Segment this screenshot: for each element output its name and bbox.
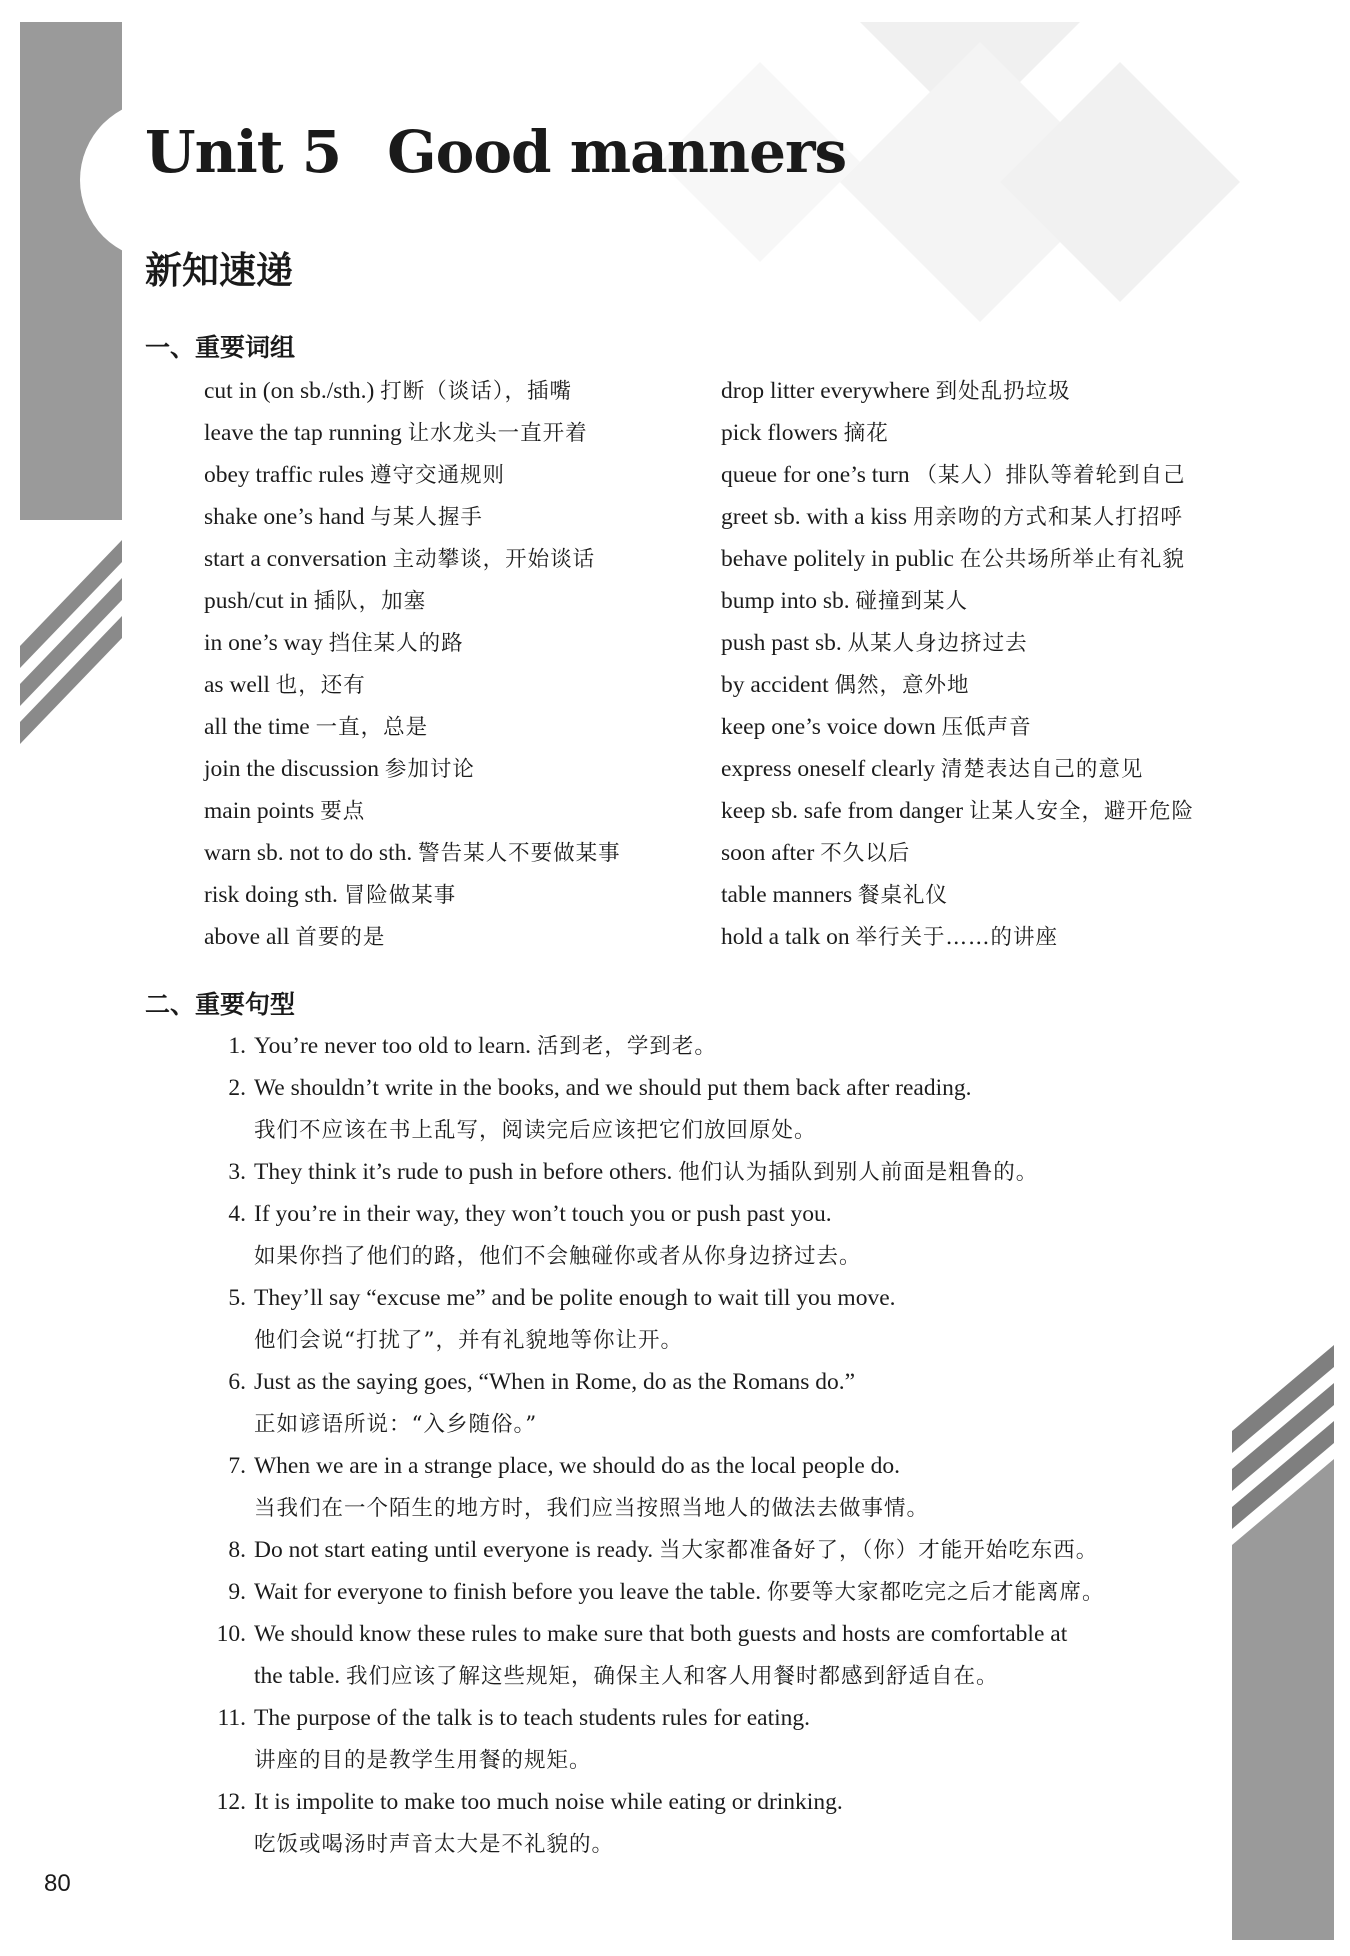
sentence-body [254, 1529, 1220, 1571]
sentence-zh: 正如谚语所说：“入乡随俗。” [254, 1412, 538, 1437]
phrase-zh: 摘花 [843, 421, 889, 446]
phrase-zh: 让某人安全，避开危险 [968, 799, 1194, 824]
sentence-en: If you’re in their way, they won’t touch you or push past you. [254, 1201, 832, 1227]
corner-diamond-decoration [560, 22, 1240, 352]
phrase-en: in one’s way [204, 630, 323, 656]
sentence-item [200, 1571, 1220, 1613]
sentence-line [254, 1067, 1220, 1109]
sentence-zh: 我们应该了解这些规矩，确保主人和客人用餐时都感到舒适自在。 [346, 1664, 999, 1689]
phrase-item [204, 580, 714, 622]
phrase-zh: 冒险做某事 [343, 883, 457, 908]
phrase-item [204, 538, 714, 580]
phrase-en: hold a talk on [721, 924, 850, 950]
phrase-en: main points [204, 798, 315, 824]
sentence-body [254, 1697, 1220, 1781]
phrase-zh: 警告某人不要做某事 [418, 841, 621, 866]
sentence-en: You’re never too old to learn. [254, 1033, 531, 1059]
unit-title [145, 118, 846, 186]
sentence-en: They think it’s rude to push in before others. [254, 1159, 673, 1185]
sentence-body [254, 1277, 1220, 1361]
sentence-number: 8. [228, 1537, 246, 1563]
phrase-en: obey traffic rules [204, 462, 365, 488]
sentences-heading: 二、重要句型 [145, 990, 296, 1019]
sentence-item [200, 1151, 1220, 1193]
phrase-item [721, 874, 1241, 916]
sentence-number: 6. [228, 1369, 246, 1395]
phrase-en: join the discussion [204, 756, 379, 782]
phrase-en: all the time [204, 714, 310, 740]
phrase-item [204, 748, 714, 790]
sentence-item [200, 1025, 1220, 1067]
sentence-zh: 你要等大家都吃完之后才能离席。 [766, 1580, 1105, 1605]
phrase-en: start a conversation [204, 546, 387, 572]
phrase-item [721, 412, 1241, 454]
phrase-item [204, 832, 714, 874]
sentence-en: We shouldn’t write in the books, and we should put them back after reading. [254, 1075, 972, 1101]
unit-name: Good manners [387, 118, 847, 186]
phrase-item [204, 454, 714, 496]
phrase-en: pick flowers [721, 420, 838, 446]
phrase-zh: 用亲吻的方式和某人打招呼 [912, 505, 1183, 530]
phrase-item [204, 370, 714, 412]
phrase-zh: 到处乱扔垃圾 [935, 379, 1071, 404]
phrase-zh: 在公共场所举止有礼貌 [959, 547, 1185, 572]
sentence-body [254, 1025, 1220, 1067]
phrase-zh: 让水龙头一直开着 [407, 421, 588, 446]
phrase-item [721, 454, 1241, 496]
phrase-item [721, 622, 1241, 664]
sentence-line [254, 1571, 1220, 1613]
phrase-en: express oneself clearly [721, 756, 936, 782]
phrase-en: bump into sb. [721, 588, 850, 614]
phrase-list-left [204, 370, 714, 958]
phrase-zh: 要点 [320, 799, 366, 824]
phrase-item [721, 580, 1241, 622]
sentence-line [254, 1361, 1220, 1403]
phrase-item [721, 496, 1241, 538]
phrase-item [721, 916, 1241, 958]
phrase-en: table manners [721, 882, 853, 908]
phrase-en: queue for one’s turn [721, 462, 910, 488]
phrase-zh: 参加讨论 [384, 757, 475, 782]
phrase-zh: 一直，总是 [315, 715, 429, 740]
sentence-line [254, 1109, 1220, 1151]
phrase-zh: 举行关于……的讲座 [855, 925, 1058, 950]
phrase-item [721, 664, 1241, 706]
phrase-en: shake one’s hand [204, 504, 365, 530]
phrase-en: warn sb. not to do sth. [204, 840, 413, 866]
sentence-zh: 当我们在一个陌生的地方时，我们应当按照当地人的做法去做事情。 [254, 1496, 930, 1521]
sentence-line [254, 1781, 1220, 1823]
phrase-item [204, 874, 714, 916]
sentence-line [254, 1697, 1220, 1739]
phrase-zh: 首要的是 [295, 925, 386, 950]
phrase-en: keep one’s voice down [721, 714, 936, 740]
sentence-number: 7. [228, 1453, 246, 1479]
phrase-zh: 挡住某人的路 [328, 631, 464, 656]
sentence-zh: 他们会说“打扰了”，并有礼貌地等你让开。 [254, 1328, 683, 1353]
sentence-body [254, 1571, 1220, 1613]
phrase-zh: （某人）排队等着轮到自己 [915, 463, 1186, 488]
sentence-en: We should know these rules to make sure that both guests and hosts are comfortable at [254, 1621, 1068, 1647]
phrase-zh: 压低声音 [941, 715, 1032, 740]
sentence-line [254, 1235, 1220, 1277]
phrase-en: greet sb. with a kiss [721, 504, 908, 530]
phrase-en: risk doing sth. [204, 882, 338, 908]
phrase-en: as well [204, 672, 270, 698]
sentence-item [200, 1529, 1220, 1571]
phrase-zh: 不久以后 [820, 841, 911, 866]
sentence-item [200, 1613, 1220, 1697]
phrase-en: behave politely in public [721, 546, 954, 572]
sentence-item [200, 1193, 1220, 1277]
sentence-item [200, 1277, 1220, 1361]
phrase-zh: 遵守交通规则 [369, 463, 505, 488]
sentence-line [254, 1193, 1220, 1235]
sentence-item [200, 1067, 1220, 1151]
phrase-zh: 主动攀谈，开始谈话 [392, 547, 596, 572]
phrase-en: cut in (on sb./sth.) [204, 378, 375, 404]
phrase-item [204, 496, 714, 538]
phrase-en: push/cut in [204, 588, 308, 614]
phrase-zh: 从某人身边挤过去 [847, 631, 1028, 656]
phrase-en: keep sb. safe from danger [721, 798, 964, 824]
phrase-en: by accident [721, 672, 829, 698]
sentence-en: The purpose of the talk is to teach students rules for eating. [254, 1705, 811, 1731]
sentence-en: It is impolite to make too much noise while eating or drinking. [254, 1789, 843, 1815]
phrase-en: leave the tap running [204, 420, 402, 446]
phrase-zh: 碰撞到某人 [855, 589, 968, 614]
sentence-line [254, 1823, 1220, 1865]
sentence-en: Wait for everyone to finish before you leave the table. [254, 1579, 762, 1605]
sentence-zh: 活到老，学到老。 [536, 1034, 717, 1059]
sentence-zh: 他们认为插队到别人前面是粗鲁的。 [678, 1160, 1039, 1185]
sentence-zh: 当大家都准备好了，（你）才能开始吃东西。 [659, 1538, 1099, 1563]
phrase-item [204, 916, 714, 958]
sentence-number: 9. [228, 1579, 246, 1605]
phrase-zh: 也，还有 [275, 673, 366, 698]
phrase-item [204, 622, 714, 664]
sentence-zh: 讲座的目的是教学生用餐的规矩。 [254, 1748, 592, 1773]
sentence-number: 4. [228, 1201, 246, 1227]
sentence-zh: 我们不应该在书上乱写，阅读完后应该把它们放回原处。 [254, 1118, 817, 1143]
sentence-en: When we are in a strange place, we should do as the local people do. [254, 1453, 901, 1479]
sentence-body [254, 1067, 1220, 1151]
sentence-number: 2. [228, 1075, 246, 1101]
phrase-zh: 打断（谈话），插嘴 [380, 379, 573, 404]
phrase-en: push past sb. [721, 630, 842, 656]
section-title: 新知速递 [145, 249, 293, 292]
sentence-number: 3. [228, 1159, 246, 1185]
phrase-item [204, 790, 714, 832]
phrase-zh: 清楚表达自己的意见 [940, 757, 1144, 782]
sentence-zh: 如果你挡了他们的路，他们不会触碰你或者从你身边挤过去。 [254, 1244, 862, 1269]
phrase-item [721, 832, 1241, 874]
sentence-body [254, 1151, 1220, 1193]
phrase-item [204, 706, 714, 748]
sentence-body [254, 1361, 1220, 1445]
sentence-line [254, 1319, 1220, 1361]
sentence-item [200, 1697, 1220, 1781]
sentence-line [254, 1529, 1220, 1571]
sentence-number: 5. [228, 1285, 246, 1311]
phrase-en: soon after [721, 840, 815, 866]
sentence-item [200, 1781, 1220, 1865]
sentence-item [200, 1361, 1220, 1445]
sentence-en: the table. [254, 1663, 341, 1689]
phrase-item [721, 790, 1241, 832]
phrase-zh: 与某人握手 [370, 505, 483, 530]
phrase-en: above all [204, 924, 290, 950]
phrase-zh: 偶然，意外地 [834, 673, 970, 698]
sentence-item [200, 1445, 1220, 1529]
sentence-line [254, 1445, 1220, 1487]
phrase-en: drop litter everywhere [721, 378, 930, 404]
sentence-body [254, 1613, 1220, 1697]
sentence-line [254, 1151, 1220, 1193]
sentence-line [254, 1739, 1220, 1781]
phrase-item [721, 538, 1241, 580]
sentence-number: 10. [216, 1621, 246, 1647]
sentence-line [254, 1655, 1220, 1697]
phrase-zh: 插队，加塞 [313, 589, 427, 614]
phrase-item [721, 748, 1241, 790]
phrase-item [204, 664, 714, 706]
phrase-list-right [721, 370, 1241, 958]
sentence-body [254, 1445, 1220, 1529]
sentence-body [254, 1781, 1220, 1865]
sentence-en: Just as the saying goes, “When in Rome, do as the Romans do.” [254, 1369, 856, 1395]
sentence-body [254, 1193, 1220, 1277]
phrase-item [721, 706, 1241, 748]
sentence-line [254, 1403, 1220, 1445]
sentence-line [254, 1277, 1220, 1319]
sentence-line [254, 1025, 1220, 1067]
right-stripe-decoration [1232, 1345, 1334, 1565]
page-number: 80 [44, 1870, 71, 1897]
sentence-number: 11. [217, 1705, 246, 1731]
sentence-line [254, 1613, 1220, 1655]
sentence-number: 12. [216, 1789, 246, 1815]
phrase-item [204, 412, 714, 454]
sentence-zh: 吃饭或喝汤时声音太大是不礼貌的。 [254, 1832, 615, 1857]
sentence-number: 1. [228, 1033, 246, 1059]
unit-label: Unit 5 [145, 118, 342, 186]
sentence-en: Do not start eating until everyone is ready. [254, 1537, 654, 1563]
left-stripe-decoration [20, 520, 122, 750]
sentence-list [200, 1025, 1220, 1865]
phrases-heading: 一、重要词组 [145, 333, 296, 362]
sentence-en: They’ll say “excuse me” and be polite enough to wait till you move. [254, 1285, 896, 1311]
sentence-line [254, 1487, 1220, 1529]
phrase-item [721, 370, 1241, 412]
phrase-zh: 餐桌礼仪 [858, 883, 949, 908]
